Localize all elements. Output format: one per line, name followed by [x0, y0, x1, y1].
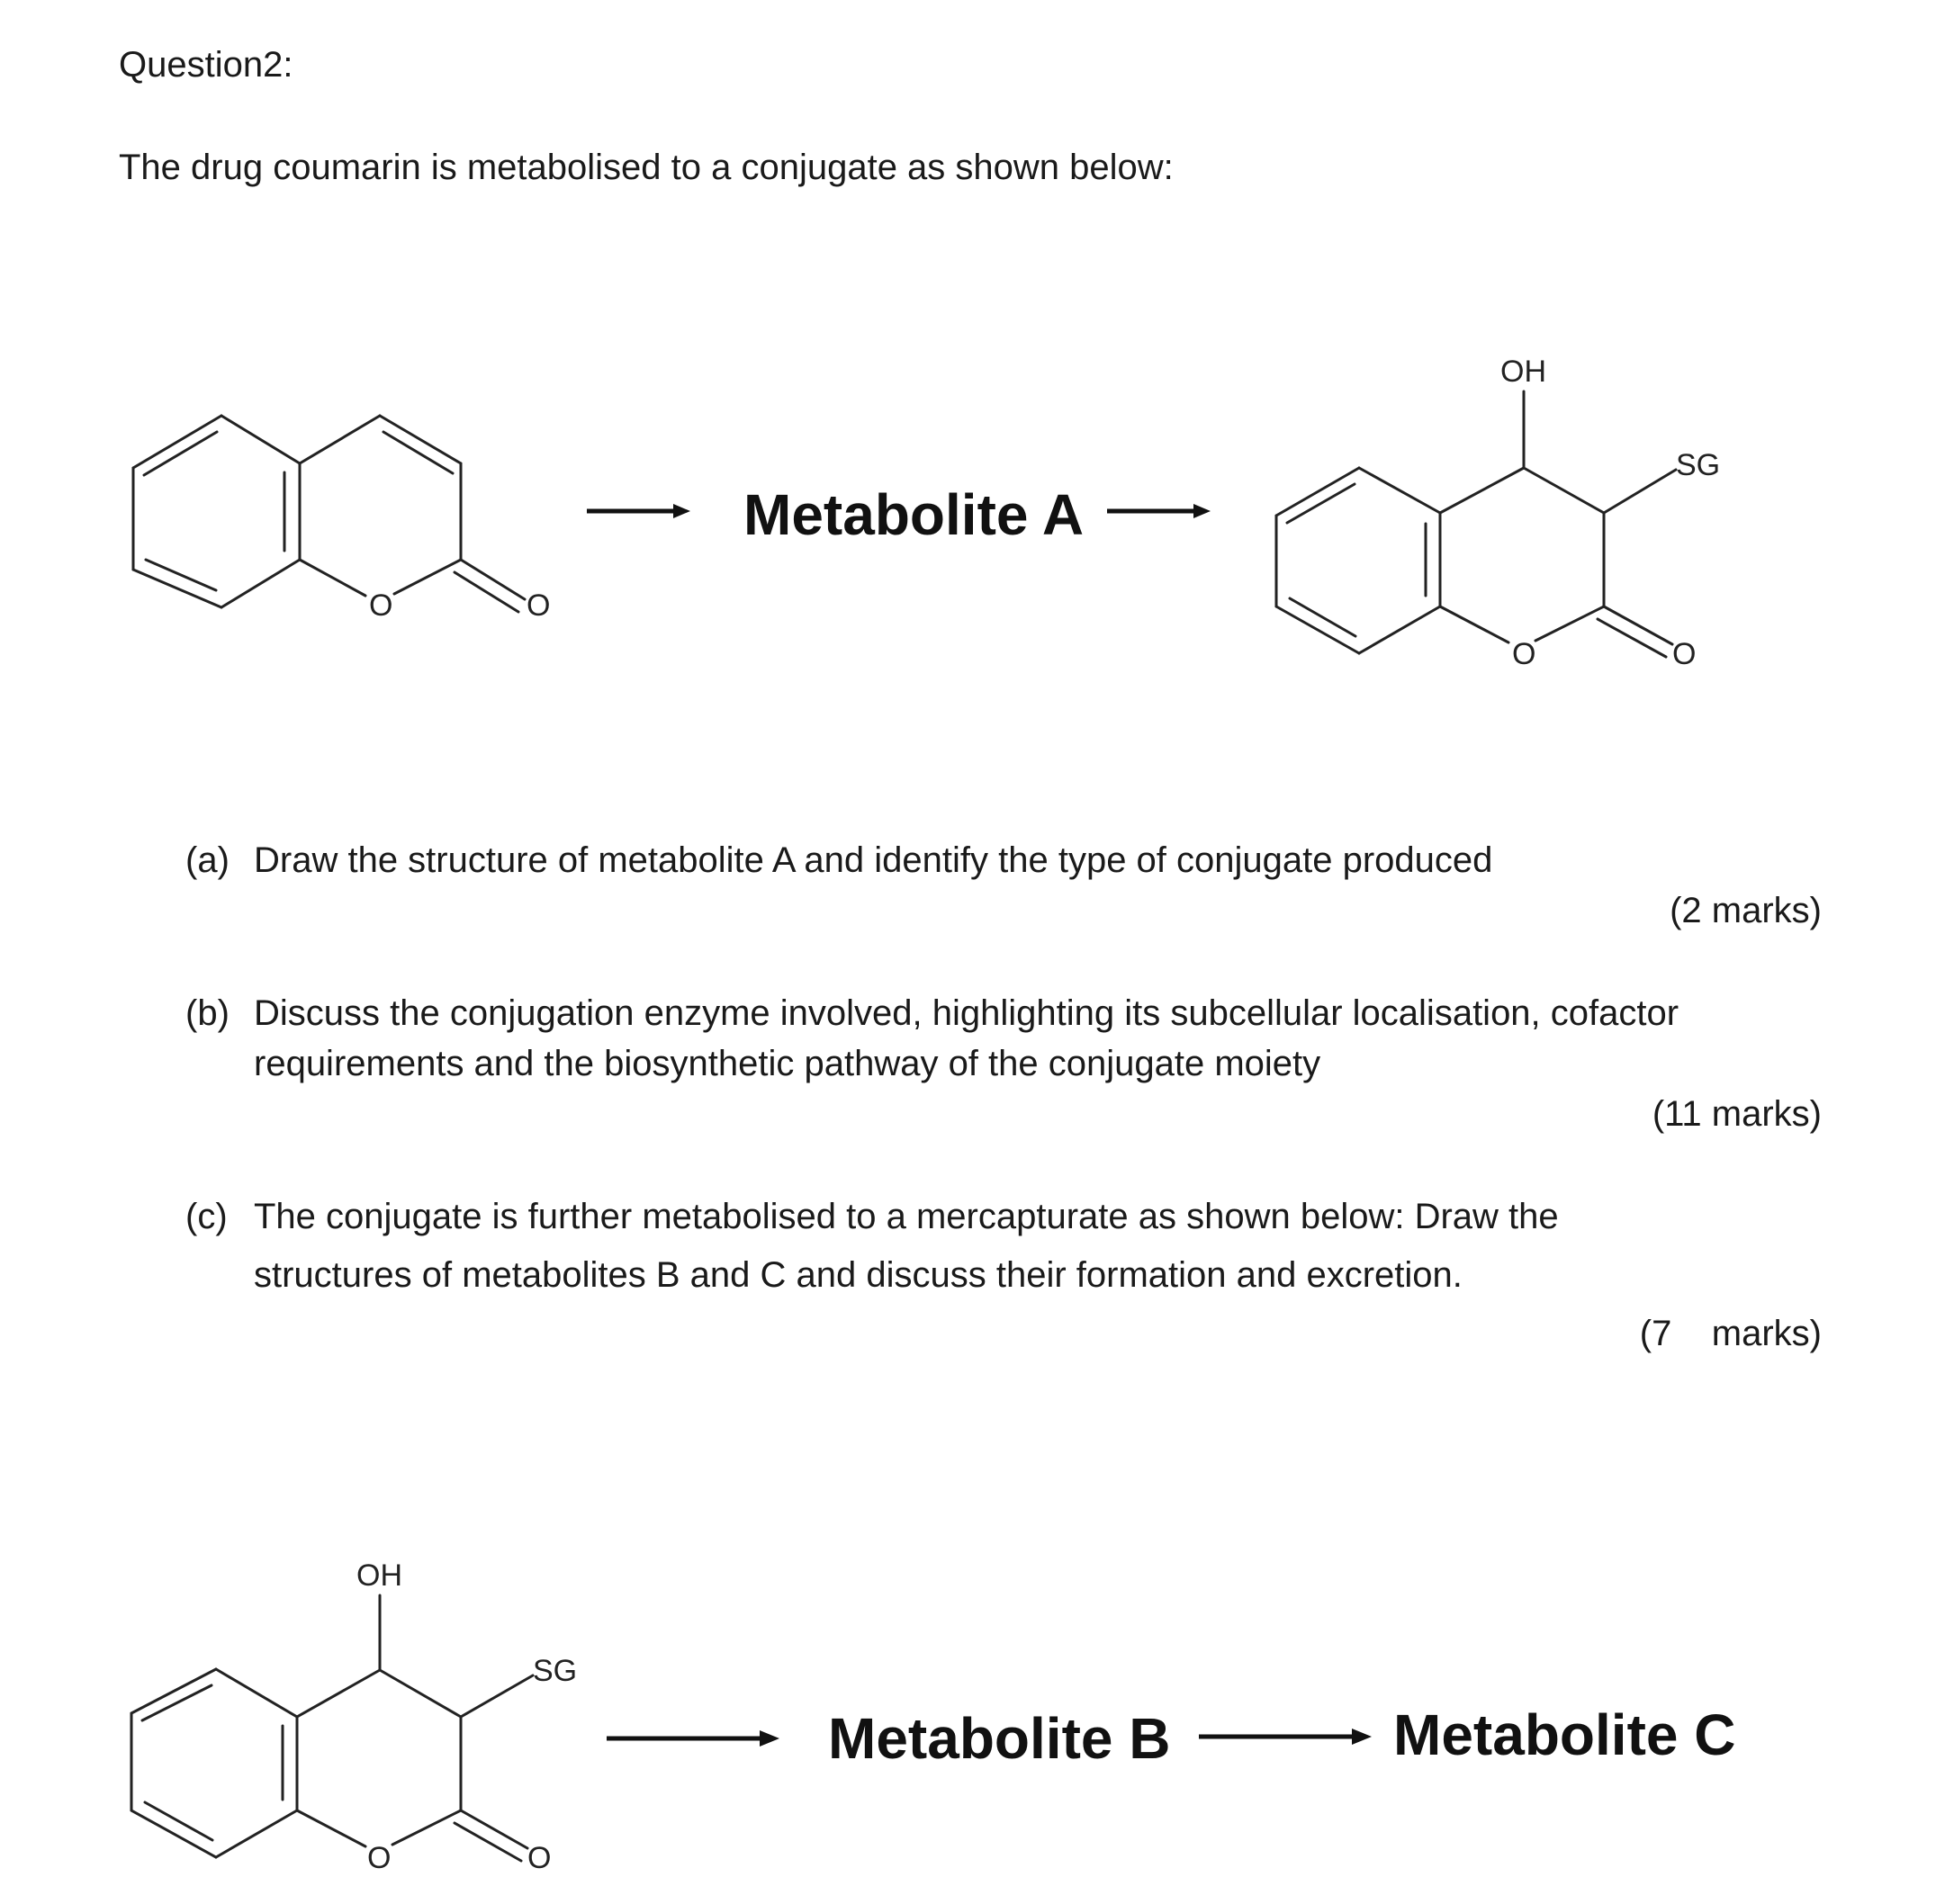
conjugate2-oh: OH — [356, 1558, 402, 1593]
question-b-text-line2: requirements and the biosynthetic pathway of the conjugate moiety — [254, 1044, 1321, 1083]
conjugate-ring-o: O — [1512, 637, 1536, 671]
question-b-label: (b) — [185, 993, 230, 1033]
conjugate2-sg: SG — [533, 1654, 578, 1688]
reaction-arrow-4 — [1199, 1726, 1372, 1747]
question-a-marks: (2 marks) — [1670, 891, 1822, 930]
conjugate2-ring-o: O — [367, 1841, 392, 1875]
metabolite-b-label: Metabolite B — [828, 1706, 1171, 1771]
coumarin-ring-o: O — [369, 588, 393, 623]
conjugate-carbonyl-o: O — [1672, 637, 1697, 671]
question-b-text-line1: Discuss the conjugation enzyme involved, highlighting its subcellular localisation, cofactor — [254, 993, 1679, 1033]
metabolite-a-label: Metabolite A — [743, 482, 1085, 547]
question-c-text-line2: structures of metabolites B and C and discuss their formation and excretion. — [254, 1255, 1463, 1295]
question-a-label: (a) — [185, 840, 230, 880]
question-c-label: (c) — [185, 1197, 228, 1236]
conjugate-oh: OH — [1500, 355, 1546, 389]
conjugate-sg: SG — [1676, 448, 1721, 482]
coumarin-carbonyl-o: O — [527, 588, 551, 623]
intro-text: The drug coumarin is metabolised to a conjugate as shown below: — [119, 148, 1174, 187]
conjugate2-carbonyl-o: O — [527, 1841, 552, 1875]
metabolite-c-label: Metabolite C — [1393, 1702, 1736, 1767]
question-b-marks: (11 marks) — [1652, 1094, 1822, 1134]
question-c-marks: (7 marks) — [1639, 1314, 1822, 1353]
question-c-text-line1: The conjugate is further metabolised to a mercapturate as shown below: Draw the — [254, 1197, 1559, 1236]
question-title: Question2: — [119, 45, 293, 85]
question-a-text: Draw the structure of metabolite A and identify the type of conjugate produced — [254, 840, 1493, 880]
reaction-arrow-3 — [607, 1728, 779, 1749]
